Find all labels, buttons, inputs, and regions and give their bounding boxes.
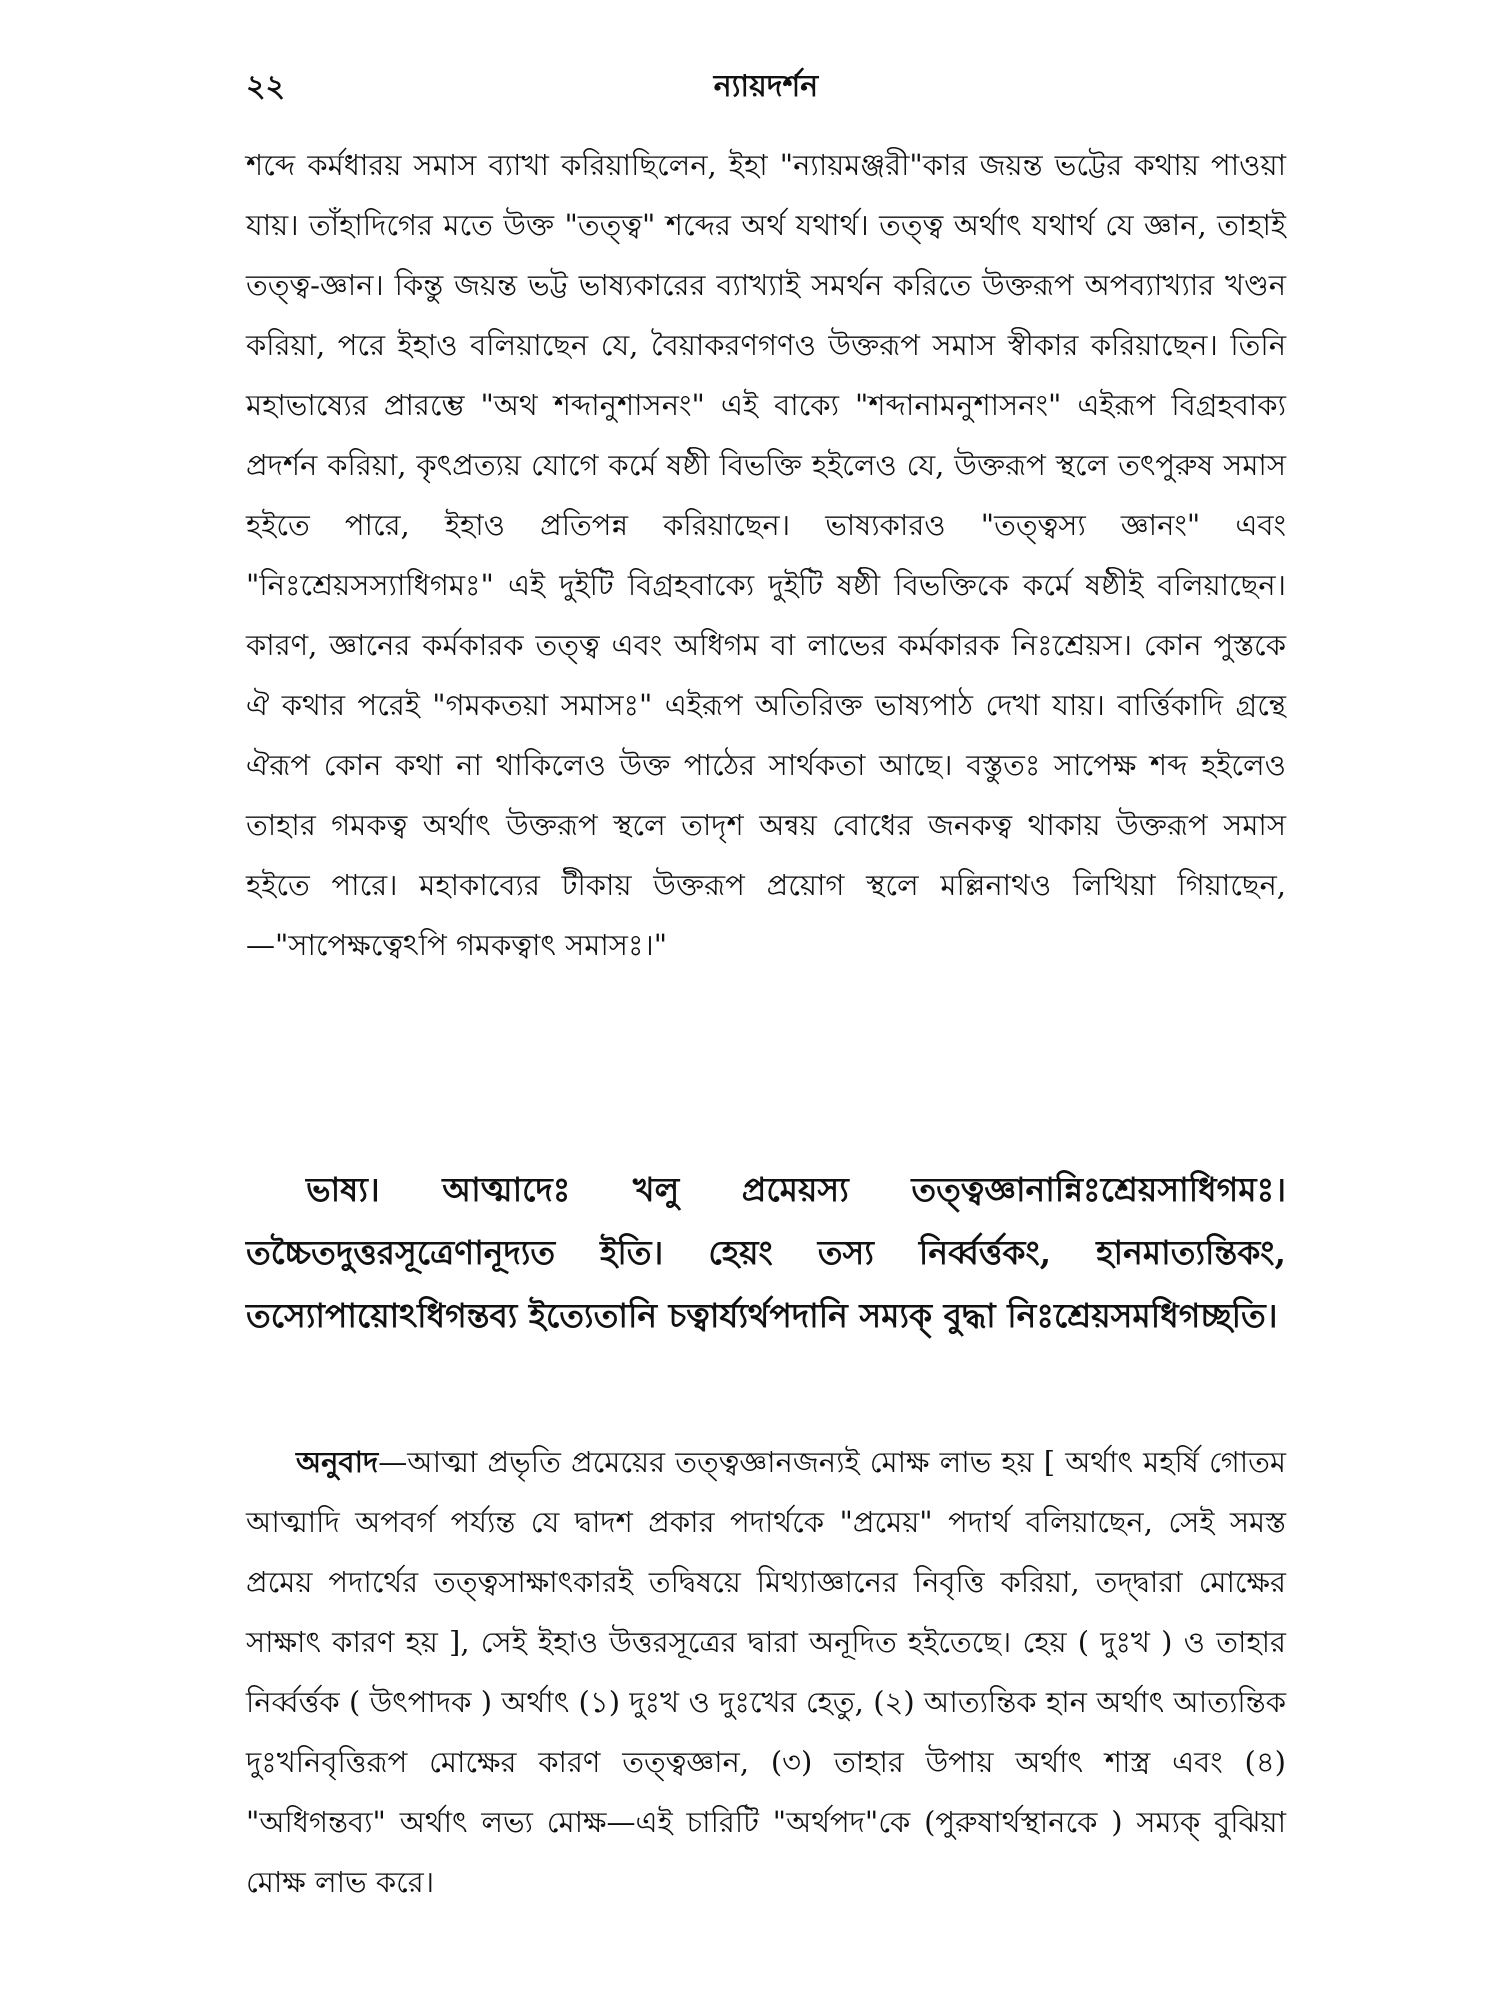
translation-text (246, 1432, 1286, 1912)
bhashya-text: ভাষ্য। আত্মাদেঃ খলু প্রমেয়স্য তত্ত্বজ্ঞানান্নিঃশ্রেয়সাধিগমঃ। তচ্চৈতদুত্তরসূত্রেণানূদ্যত ইতি। হেয়ং তস্য নির্ব্বর্ত্তকং, হানমাত্যন্তিকং, তস্যোপায়োঽধিগন্তব্য ইত্যেতানি চত্বার্য্যর্থপদানি সম্যক্ বুদ্ধা নিঃশ্রেয়সমধিগচ্ছতি। (246, 1170, 1286, 1335)
translation-body: —আত্মা প্রভৃতি প্রমেয়ের তত্ত্বজ্ঞানজন্যই মোক্ষ লাভ হয় [ অর্থাৎ মহর্ষি গোতম আত্মাদি অপবর্গ পর্য্যন্ত যে দ্বাদশ প্রকার পদার্থকে "প্রমেয়" পদার্থ বলিয়াছেন, সেই সমস্ত প্রমেয় পদার্থের তত্ত্বসাক্ষাৎকারই তদ্বিষয়ে মিথ্যাজ্ঞানের নিবৃত্তি করিয়া, তদ্দ্বারা মোক্ষের সাক্ষাৎ কারণ হয় ], সেই ইহাও উত্তরসূত্রের দ্বারা অনূদিত হইতেছে। হেয় ( দুঃখ ) ও তাহার নির্ব্বর্ত্তক ( উৎপাদক ) অর্থাৎ (১) দুঃখ ও দুঃখের হেতু, (২) আত্যন্তিক হান অর্থাৎ আত্যন্তিক দুঃখনিবৃত্তিরূপ মোক্ষের কারণ তত্ত্বজ্ঞান, (৩) তাহার উপায় অর্থাৎ শাস্ত্র এবং (৪) "অধিগন্তব্য" অর্থাৎ লভ্য মোক্ষ—এই চারিটি "অর্থপদ"কে (পুরুষার্থস্থানকে ) সম্যক্ বুঝিয়া মোক্ষ লাভ করে। (246, 1445, 1286, 1899)
commentary-paragraph (246, 135, 1286, 975)
translation-heading: অনুবাদ (296, 1445, 379, 1479)
bhashya-paragraph (246, 1158, 1286, 1347)
page-number: ২২ (246, 69, 286, 104)
translation-paragraph (246, 1432, 1286, 1912)
page-header (246, 62, 1286, 112)
commentary-text: শব্দে কর্মধারয় সমাস ব্যাখা করিয়াছিলেন, ইহা "ন্যায়মঞ্জরী"কার জয়ন্ত ভট্টের কথায় পাওয়া যায়। তাঁহাদিগের মতে উক্ত "তত্ত্ব" শব্দের অর্থ যথার্থ। তত্ত্ব অর্থাৎ যথার্থ যে জ্ঞান, তাহাই তত্ত্ব-জ্ঞান। কিন্তু জয়ন্ত ভট্ট ভাষ্যকারের ব্যাখ্যাই সমর্থন করিতে উক্তরূপ অপব্যাখ্যার খণ্ডন করিয়া, পরে ইহাও বলিয়াছেন যে, বৈয়াকরণগণও উক্তরূপ সমাস স্বীকার করিয়াছেন। তিনি মহাভাষ্যের প্রারম্ভে "অথ শব্দানুশাসনং" এই বাক্যে "শব্দানামনুশাসনং" এইরূপ বিগ্রহবাক্য প্রদর্শন করিয়া, কৃৎপ্রত্যয় যোগে কর্মে ষষ্ঠী বিভক্তি হইলেও যে, উক্তরূপ স্থলে তৎপুরুষ সমাস হইতে পারে, ইহাও প্রতিপন্ন করিয়াছেন। ভাষ্যকারও "তত্ত্বস্য জ্ঞানং" এবং "নিঃশ্রেয়সস্যাধিগমঃ" এই দুইটি বিগ্রহবাক্যে দুইটি ষষ্ঠী বিভক্তিকে কর্মে ষষ্ঠীই বলিয়াছেন। কারণ, জ্ঞানের কর্মকারক তত্ত্ব এবং অধিগম বা লাভের কর্মকারক নিঃশ্রেয়স। কোন পুস্তকে ঐ কথার পরেই "গমকতয়া সমাসঃ" এইরূপ অতিরিক্ত ভাষ্যপাঠ দেখা যায়। বার্ত্তিকাদি গ্রন্থে ঐরূপ কোন কথা না থাকিলেও উক্ত পাঠের সার্থকতা আছে। বস্তুতঃ সাপেক্ষ শব্দ হইলেও তাহার গমকত্ব অর্থাৎ উক্তরূপ স্থলে তাদৃশ অন্বয় বোধের জনকত্ব থাকায় উক্তরূপ সমাস হইতে পারে। মহাকাব্যের টীকায় উক্তরূপ প্রয়োগ স্থলে মল্লিনাথও লিখিয়া গিয়াছেন,—"সাপেক্ষত্বেঽপি গমকত্বাৎ সমাসঃ।" (246, 148, 1286, 962)
running-title: ন্যায়দর্শন (713, 69, 819, 104)
